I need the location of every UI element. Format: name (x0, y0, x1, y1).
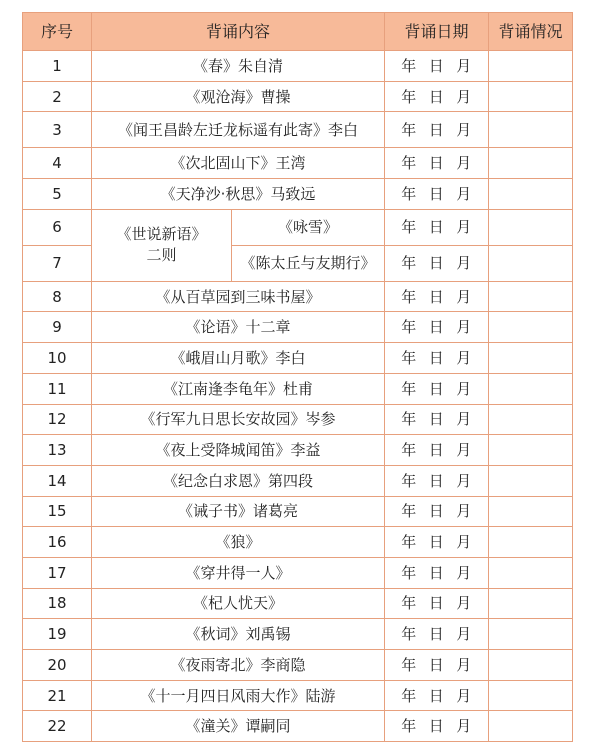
table-row (23, 81, 573, 112)
date-part: 年 (401, 533, 417, 552)
recitation-date[interactable] (385, 496, 489, 527)
date-part: 年 (401, 563, 417, 582)
header-num: 序号 (23, 13, 92, 51)
recitation-status[interactable] (489, 557, 573, 588)
recitation-status[interactable] (489, 148, 573, 179)
recitation-content: 《十一月四日风雨大作》陆游 (92, 680, 385, 711)
date-part: 月 (456, 120, 472, 139)
recitation-date[interactable] (385, 588, 489, 619)
row-number: 10 (23, 343, 92, 374)
date-part: 日 (428, 56, 445, 75)
recitation-date[interactable] (385, 209, 489, 245)
row-number: 7 (23, 245, 92, 281)
table-row (23, 557, 573, 588)
recitation-content: 《咏雪》 (232, 209, 385, 245)
table-body (23, 51, 573, 742)
recitation-content: 《江南逢李龟年》杜甫 (92, 373, 385, 404)
date-part: 年 (401, 120, 417, 139)
date-part: 月 (456, 318, 472, 337)
date-part: 日 (428, 625, 445, 644)
table-row (23, 680, 573, 711)
recitation-status[interactable] (489, 680, 573, 711)
date-part: 日 (428, 318, 445, 337)
table-row (23, 373, 573, 404)
date-part: 日 (428, 441, 445, 460)
date-part: 月 (456, 56, 472, 75)
recitation-status[interactable] (489, 312, 573, 343)
header-status: 背诵情况 (489, 13, 573, 51)
date-part: 月 (456, 625, 472, 644)
table-row (23, 650, 573, 681)
date-part: 年 (401, 441, 417, 460)
date-part: 月 (456, 471, 472, 490)
date-part: 月 (456, 154, 472, 173)
recitation-date[interactable] (385, 179, 489, 210)
date-part: 日 (428, 686, 445, 705)
recitation-date[interactable] (385, 81, 489, 112)
date-part: 日 (428, 120, 445, 139)
table-row (23, 527, 573, 558)
recitation-content: 《论语》十二章 (92, 312, 385, 343)
row-number: 21 (23, 680, 92, 711)
date-part: 年 (401, 502, 417, 521)
row-number: 18 (23, 588, 92, 619)
row-number: 9 (23, 312, 92, 343)
recitation-content: 《夜雨寄北》李商隐 (92, 650, 385, 681)
recitation-date[interactable] (385, 557, 489, 588)
date-part: 月 (456, 717, 472, 736)
recitation-content: 《行军九日思长安故园》岑参 (92, 404, 385, 435)
row-number: 5 (23, 179, 92, 210)
recitation-content: 《穿井得一人》 (92, 557, 385, 588)
recitation-content: 《诫子书》诸葛亮 (92, 496, 385, 527)
date-part: 年 (401, 379, 417, 398)
date-part: 年 (401, 287, 417, 306)
date-part: 月 (456, 686, 472, 705)
row-number: 12 (23, 404, 92, 435)
recitation-status[interactable] (489, 496, 573, 527)
row-number: 4 (23, 148, 92, 179)
date-part: 月 (456, 563, 472, 582)
date-part: 年 (401, 717, 417, 736)
table-row (23, 435, 573, 466)
group-title: 《世说新语》 (116, 224, 207, 243)
date-part: 年 (401, 154, 417, 173)
recitation-content: 《闻王昌龄左迁龙标遥有此寄》李白 (92, 112, 385, 148)
table-row (23, 179, 573, 210)
date-part: 年 (401, 318, 417, 337)
row-number: 19 (23, 619, 92, 650)
date-part: 年 (401, 410, 417, 429)
row-number: 11 (23, 373, 92, 404)
date-part: 年 (401, 594, 417, 613)
table-row (23, 209, 573, 245)
table-row (23, 312, 573, 343)
date-part: 月 (456, 410, 472, 429)
recitation-status[interactable] (489, 281, 573, 312)
table-row (23, 112, 573, 148)
date-part: 年 (401, 348, 417, 367)
date-part: 月 (456, 594, 472, 613)
recitation-content: 《观沧海》曹操 (92, 81, 385, 112)
recitation-content: 《次北固山下》王湾 (92, 148, 385, 179)
table-row (23, 619, 573, 650)
date-part: 日 (428, 154, 445, 173)
date-part: 日 (428, 254, 445, 273)
table-row (23, 148, 573, 179)
header-content: 背诵内容 (92, 13, 385, 51)
row-number: 2 (23, 81, 92, 112)
recitation-date[interactable] (385, 404, 489, 435)
recitation-date[interactable] (385, 245, 489, 281)
recitation-status[interactable] (489, 209, 573, 245)
row-number: 8 (23, 281, 92, 312)
recitation-status[interactable] (489, 465, 573, 496)
date-part: 日 (428, 218, 445, 237)
date-part: 年 (401, 56, 417, 75)
date-part: 月 (456, 655, 472, 674)
table-header-row (23, 13, 573, 51)
date-part: 年 (401, 471, 417, 490)
table-row (23, 281, 573, 312)
date-part: 日 (428, 717, 445, 736)
recitation-status[interactable] (489, 81, 573, 112)
table-row (23, 51, 573, 82)
date-part: 日 (428, 287, 445, 306)
date-part: 月 (456, 87, 472, 106)
date-part: 日 (428, 87, 445, 106)
date-part: 年 (401, 686, 417, 705)
date-part: 日 (428, 379, 445, 398)
recitation-status[interactable] (489, 51, 573, 82)
date-part: 月 (456, 287, 472, 306)
recitation-content: 《杞人忧天》 (92, 588, 385, 619)
recitation-date[interactable] (385, 343, 489, 374)
date-part: 月 (456, 533, 472, 552)
date-part: 年 (401, 625, 417, 644)
row-number: 20 (23, 650, 92, 681)
date-part: 月 (456, 254, 472, 273)
row-number: 22 (23, 711, 92, 742)
recitation-content: 《秋词》刘禹锡 (92, 619, 385, 650)
table-row (23, 496, 573, 527)
recitation-date[interactable] (385, 465, 489, 496)
recitation-content: 《陈太丘与友期行》 (232, 245, 385, 281)
recitation-date[interactable] (385, 711, 489, 742)
row-number: 16 (23, 527, 92, 558)
table-row (23, 343, 573, 374)
date-part: 日 (428, 471, 445, 490)
table-row (23, 588, 573, 619)
recitation-status[interactable] (489, 527, 573, 558)
table-row (23, 404, 573, 435)
recitation-status[interactable] (489, 404, 573, 435)
recitation-date[interactable] (385, 619, 489, 650)
recitation-status[interactable] (489, 112, 573, 148)
recitation-date[interactable] (385, 650, 489, 681)
date-part: 日 (428, 410, 445, 429)
recitation-date[interactable] (385, 312, 489, 343)
date-part: 年 (401, 218, 417, 237)
date-part: 年 (401, 655, 417, 674)
table-row (23, 711, 573, 742)
recitation-status[interactable] (489, 619, 573, 650)
recitation-content: 《狼》 (92, 527, 385, 558)
recitation-status[interactable] (489, 373, 573, 404)
row-number: 17 (23, 557, 92, 588)
shishuo-group-cell (92, 209, 232, 281)
recitation-status[interactable] (489, 435, 573, 466)
header-date: 背诵日期 (385, 13, 489, 51)
recitation-status[interactable] (489, 245, 573, 281)
recitation-date[interactable] (385, 680, 489, 711)
recitation-content: 《纪念白求恩》第四段 (92, 465, 385, 496)
recitation-status[interactable] (489, 711, 573, 742)
recitation-date[interactable] (385, 435, 489, 466)
recitation-content: 《夜上受降城闻笛》李益 (92, 435, 385, 466)
date-part: 月 (456, 502, 472, 521)
recitation-date[interactable] (385, 112, 489, 148)
recitation-status[interactable] (489, 343, 573, 374)
date-part: 年 (401, 254, 417, 273)
recitation-content: 《峨眉山月歌》李白 (92, 343, 385, 374)
row-number: 1 (23, 51, 92, 82)
recitation-content: 《潼关》谭嗣同 (92, 711, 385, 742)
date-part: 月 (456, 184, 472, 203)
recitation-status[interactable] (489, 588, 573, 619)
date-part: 日 (428, 533, 445, 552)
recitation-content: 《天净沙·秋思》马致远 (92, 179, 385, 210)
date-part: 月 (456, 218, 472, 237)
row-number: 3 (23, 112, 92, 148)
date-part: 日 (428, 348, 445, 367)
recitation-status[interactable] (489, 179, 573, 210)
date-part: 月 (456, 348, 472, 367)
recitation-status[interactable] (489, 650, 573, 681)
date-part: 日 (428, 594, 445, 613)
date-part: 月 (456, 441, 472, 460)
date-part: 日 (428, 184, 445, 203)
recitation-date[interactable] (385, 373, 489, 404)
recitation-date[interactable] (385, 148, 489, 179)
date-part: 年 (401, 87, 417, 106)
recitation-content: 《从百草园到三味书屋》 (92, 281, 385, 312)
recitation-date[interactable] (385, 527, 489, 558)
date-part: 年 (401, 184, 417, 203)
date-part: 日 (428, 655, 445, 674)
recitation-date[interactable] (385, 281, 489, 312)
group-subtitle: 二则 (146, 246, 177, 265)
row-number: 13 (23, 435, 92, 466)
recitation-date[interactable] (385, 51, 489, 82)
date-part: 月 (456, 379, 472, 398)
row-number: 14 (23, 465, 92, 496)
table-row (23, 465, 573, 496)
date-part: 日 (428, 502, 445, 521)
row-number: 15 (23, 496, 92, 527)
date-part: 日 (428, 563, 445, 582)
recitation-table (22, 12, 573, 742)
row-number: 6 (23, 209, 92, 245)
recitation-content: 《春》朱自清 (92, 51, 385, 82)
